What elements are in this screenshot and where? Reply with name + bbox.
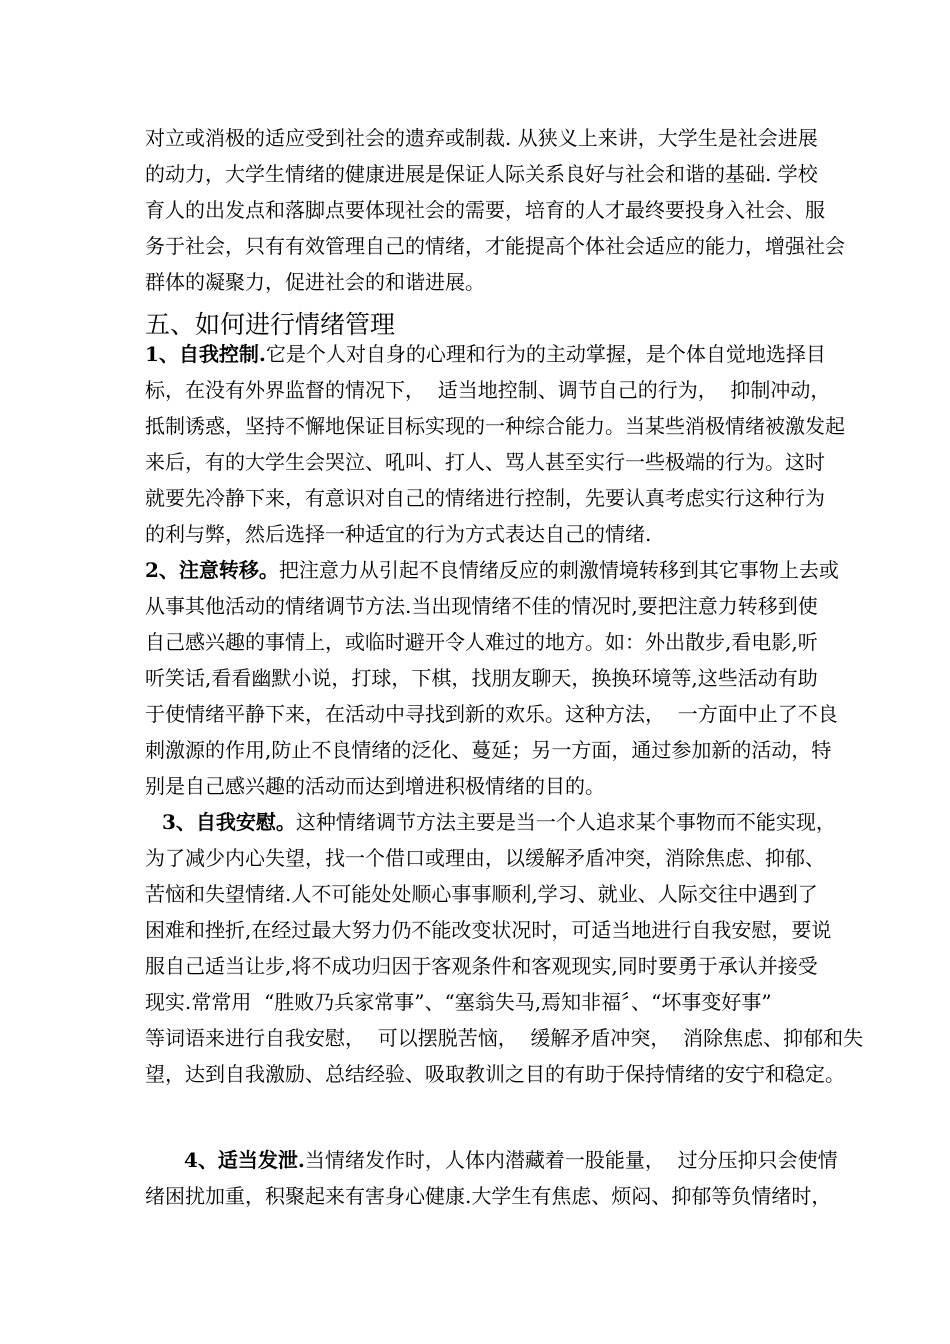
section-1-line-5: 就要先冷静下来，有意识对自己的情绪进行控制，先要认真考虑实行这种行为	[145, 486, 825, 510]
section-2-line-2: 从事其他活动的情绪调节方法.当出现情绪不佳的情况时,要把注意力转移到使	[145, 594, 818, 618]
section-4-line-1	[184, 1150, 838, 1170]
section-4-title: 4、适当发泄.	[184, 1148, 305, 1172]
section-2-text: 把注意力从引起不良情绪反应的刺激情境转移到其它事物上去或	[278, 558, 839, 582]
section-1-line-6: 的利与弊，然后选择一种适宜的行为方式表达自己的情绪.	[145, 522, 652, 546]
section-1-line-4: 来后，有的大学生会哭泣、吼叫、打人、骂人甚至实行一些极端的行为。这时	[145, 450, 825, 474]
section-3-line-1	[162, 812, 836, 832]
intro-line-2: 的动力，大学生情绪的健康进展是保证人际关系良好与社会和谐的基础. 学校	[145, 162, 818, 186]
section-3-line-3: 苦恼和失望情绪.人不可能处处顺心事事顺利,学习、就业、人际交往中遇到了	[145, 882, 818, 906]
section-3-line-4: 困难和挫折,在经过最大努力仍不能改变状况时，可适当地进行自我安慰，要说	[145, 918, 832, 942]
section-3-title: 3、自我安慰。	[162, 810, 296, 834]
section-2-line-3: 自己感兴趣的事情上，或临时避开令人难过的地方。如：外出散步,看电影,听	[145, 630, 818, 654]
intro-line-4: 务于社会，只有有效管理自己的情绪，才能提高个体社会适应的能力，增强社会	[145, 234, 845, 258]
section-2-title: 2、注意转移。	[145, 558, 279, 582]
intro-line-3: 育人的出发点和落脚点要体现社会的需要，培育的人才最终要投身入社会、服	[145, 198, 825, 222]
section-3-line-8: 望，达到自我激励、总结经验、吸取教训之目的有助于保持情绪的安宁和稳定。	[145, 1062, 845, 1086]
section-2-line-1	[145, 560, 839, 580]
section-4-line-2: 绪困扰加重，积聚起来有害身心健康.大学生有焦虑、烦闷、抑郁等负情绪时，	[145, 1184, 832, 1208]
section-1-text: 它是个人对自身的心理和行为的主动掌握，是个体自觉地选择目	[265, 342, 826, 366]
section-3-line-7: 等词语来进行自我安慰， 可以摆脱苦恼， 缓解矛盾冲突， 消除焦虑、抑郁和失	[145, 1026, 864, 1050]
section-3-line-5: 服自己适当让步,将不成功归因于客观条件和客观现实,同时要勇于承认并接受	[145, 954, 818, 978]
section-1-title: 1、自我控制.	[145, 342, 266, 366]
section-3-text: 这种情绪调节方法主要是当一个人追求某个事物而不能实现，	[295, 810, 836, 834]
section-heading: 五、如何进行情绪管理	[145, 310, 396, 339]
section-2-line-6: 刺激源的作用,防止不良情绪的泛化、蔓延；另一方面，通过参加新的活动，特	[145, 738, 832, 762]
section-1-line-1	[145, 344, 826, 364]
section-2-line-4: 听笑话,看看幽默小说，打球，下棋，找朋友聊天，换换环境等,这些活动有助	[145, 666, 818, 690]
section-3-line-2: 为了减少内心失望，找一个借口或理由，以缓解矛盾冲突，消除焦虑、抑郁、	[145, 846, 825, 870]
intro-line-5: 群体的凝聚力，促进社会的和谐进展。	[145, 270, 485, 294]
section-1-line-2: 标，在没有外界监督的情况下， 适当地控制、调节自己的行为， 抑制冲动，	[145, 378, 831, 402]
section-2-line-7: 别是自己感兴趣的活动而达到增进积极情绪的目的。	[145, 774, 605, 798]
section-1-line-3: 抵制诱惑，坚持不懈地保证目标实现的一种综合能力。当某些消极情绪被激发起	[145, 414, 845, 438]
section-3-line-6: 现实.常常用 “胜败乃兵家常事”、“塞翁失马,焉知非福〞、“坏事变好事”	[145, 990, 772, 1014]
intro-line-1: 对立或消极的适应受到社会的遗弃或制裁. 从狭义上来讲，大学生是社会进展	[145, 126, 818, 150]
section-4-text: 当情绪发作时，人体内潜藏着一股能量， 过分压抑只会使情	[304, 1148, 838, 1172]
section-2-line-5: 于使情绪平静下来，在活动中寻找到新的欢乐。这种方法， 一方面中止了不良	[145, 702, 838, 726]
